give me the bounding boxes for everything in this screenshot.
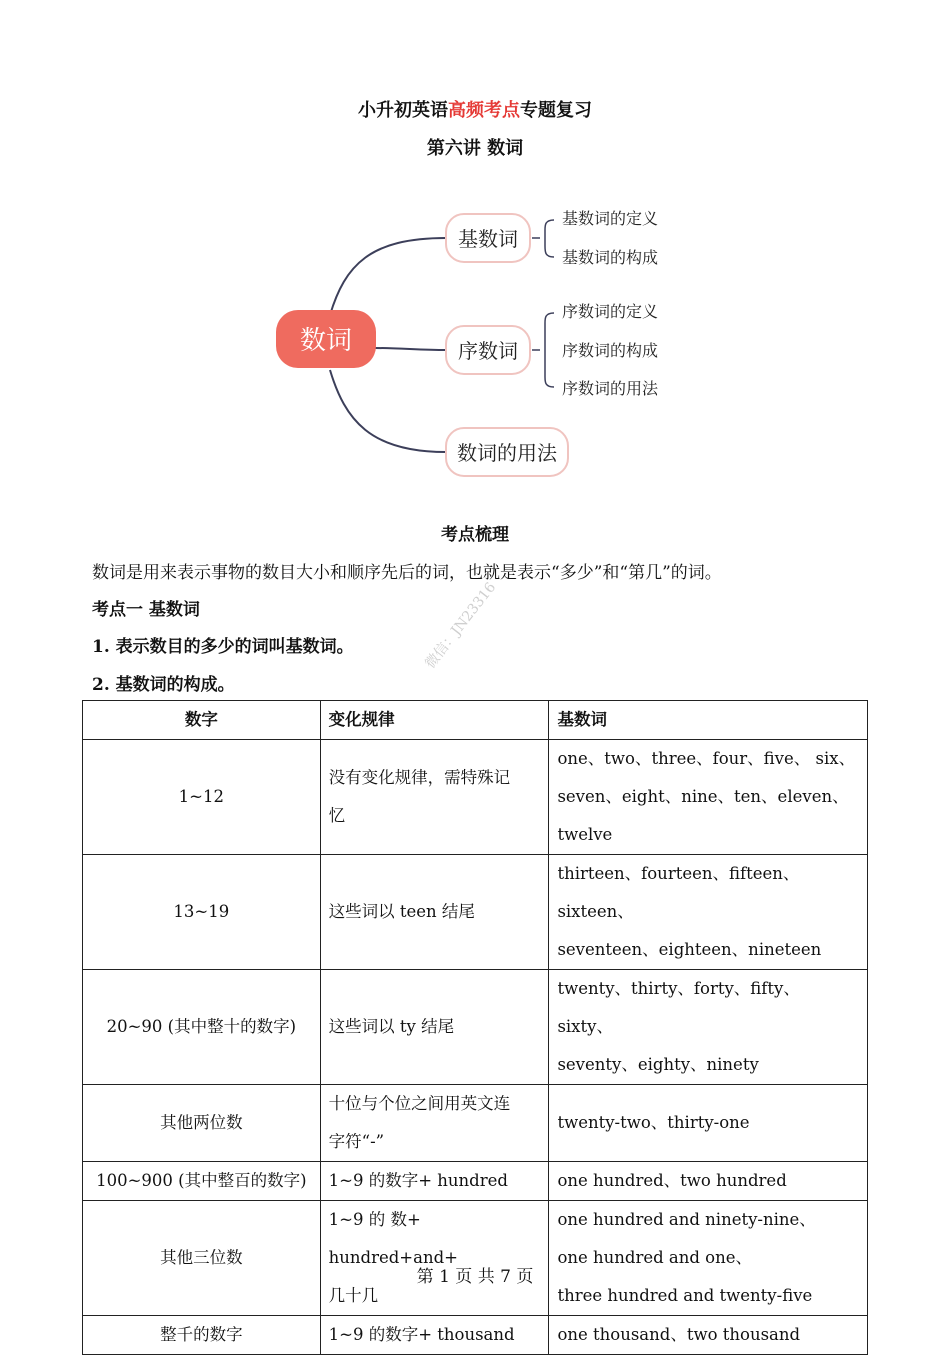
cell-number: 其他两位数	[83, 1085, 321, 1162]
leaf-cardinal-formation: 基数词的构成	[562, 248, 659, 267]
header-cardinal: 基数词	[549, 701, 868, 740]
cell-number: 整千的数字	[83, 1316, 321, 1355]
cell-number: 20~90 (其中整十的数字)	[83, 970, 321, 1085]
mindmap-root-label: 数词	[299, 326, 353, 356]
item-1: 1. 表示数目的多少的词叫基数词。	[92, 637, 354, 657]
table-row	[83, 740, 868, 855]
table-row	[83, 1085, 868, 1162]
branch-label-cardinal: 基数词	[458, 227, 518, 251]
title-prefix: 小升初英语	[358, 100, 448, 121]
cell-rule: 这些词以 teen 结尾	[320, 855, 549, 970]
header-rule: 变化规律	[320, 701, 549, 740]
leaf-ordinal-formation: 序数词的构成	[562, 341, 659, 360]
title-highlight: 高频考点	[448, 100, 520, 121]
branch-label-usage: 数词的用法	[457, 441, 557, 465]
cell-words: twenty-two、thirty-one	[549, 1085, 868, 1162]
mindmap-root	[276, 310, 376, 368]
cell-words: twenty、thirty、forty、fifty、 sixty、 seventy、eighty、ninety	[549, 970, 868, 1085]
cell-number: 1~12	[83, 740, 321, 855]
table-row	[83, 1201, 868, 1316]
cell-rule: 这些词以 ty 结尾	[320, 970, 549, 1085]
mindmap-branch-ordinal	[446, 326, 530, 374]
branch-label-ordinal: 序数词	[458, 339, 518, 363]
document-title	[0, 96, 950, 122]
connector-root-branch-1	[330, 238, 446, 315]
cell-rule: 十位与个位之间用英文连 字符“-”	[320, 1085, 549, 1162]
item-2: 2. 基数词的构成。	[92, 675, 235, 695]
connector-root-branch-3	[330, 370, 446, 452]
table-header-row	[83, 701, 868, 740]
watermark: 微信：JN23316	[422, 579, 500, 672]
title-suffix: 专题复习	[520, 100, 592, 121]
cell-words: thirteen、fourteen、fifteen、 sixteen、 seventeen、eighteen、nineteen	[549, 855, 868, 970]
cell-rule: 没有变化规律，需特殊记 忆	[320, 740, 549, 855]
cardinal-table	[82, 700, 868, 1355]
leaf-ordinal-definition: 序数词的定义	[562, 302, 659, 321]
table-row	[83, 855, 868, 970]
intro-paragraph: 数词是用来表示事物的数目大小和顺序先后的词，也就是表示“多少”和“第几”的词。	[92, 563, 722, 583]
cell-words: one hundred and ninety-nine、 one hundred and one、 three hundred and twenty-five	[549, 1201, 868, 1316]
page-footer: 第 1 页 共 7 页	[416, 1267, 534, 1287]
section-title: 考点梳理	[441, 525, 509, 545]
mindmap-branch-usage	[446, 428, 568, 476]
bracket-ordinal	[532, 313, 554, 387]
table-row	[83, 970, 868, 1085]
cell-number: 13~19	[83, 855, 321, 970]
cell-number: 其他三位数	[83, 1201, 321, 1316]
cell-number: 100~900 (其中整百的数字)	[83, 1162, 321, 1201]
header-number: 数字	[83, 701, 321, 740]
leaf-cardinal-definition: 基数词的定义	[562, 209, 659, 228]
cell-rule: 1~9 的数字+ thousand	[320, 1316, 549, 1355]
cell-rule: 1~9 的数字+ hundred	[320, 1162, 549, 1201]
lesson-subtitle: 第六讲 数词	[426, 138, 524, 159]
bracket-cardinal	[532, 220, 554, 257]
connector-root-branch-2	[375, 348, 446, 350]
mindmap-branch-cardinal	[446, 214, 530, 262]
mind-map	[0, 180, 950, 500]
cell-words: one thousand、two thousand	[549, 1316, 868, 1355]
cell-words: one、two、three、four、five、 six、 seven、eight、nine、ten、eleven、twelve	[549, 740, 868, 855]
leaf-ordinal-usage: 序数词的用法	[562, 379, 659, 398]
cell-words: one hundred、two hundred	[549, 1162, 868, 1201]
point-heading: 考点一 基数词	[92, 600, 200, 620]
cell-rule: 1~9 的 数+ hundred+and+ 几十几	[320, 1201, 549, 1316]
mindmap-leaf-list	[562, 209, 659, 398]
table-row	[83, 1316, 868, 1355]
table-row	[83, 1162, 868, 1201]
